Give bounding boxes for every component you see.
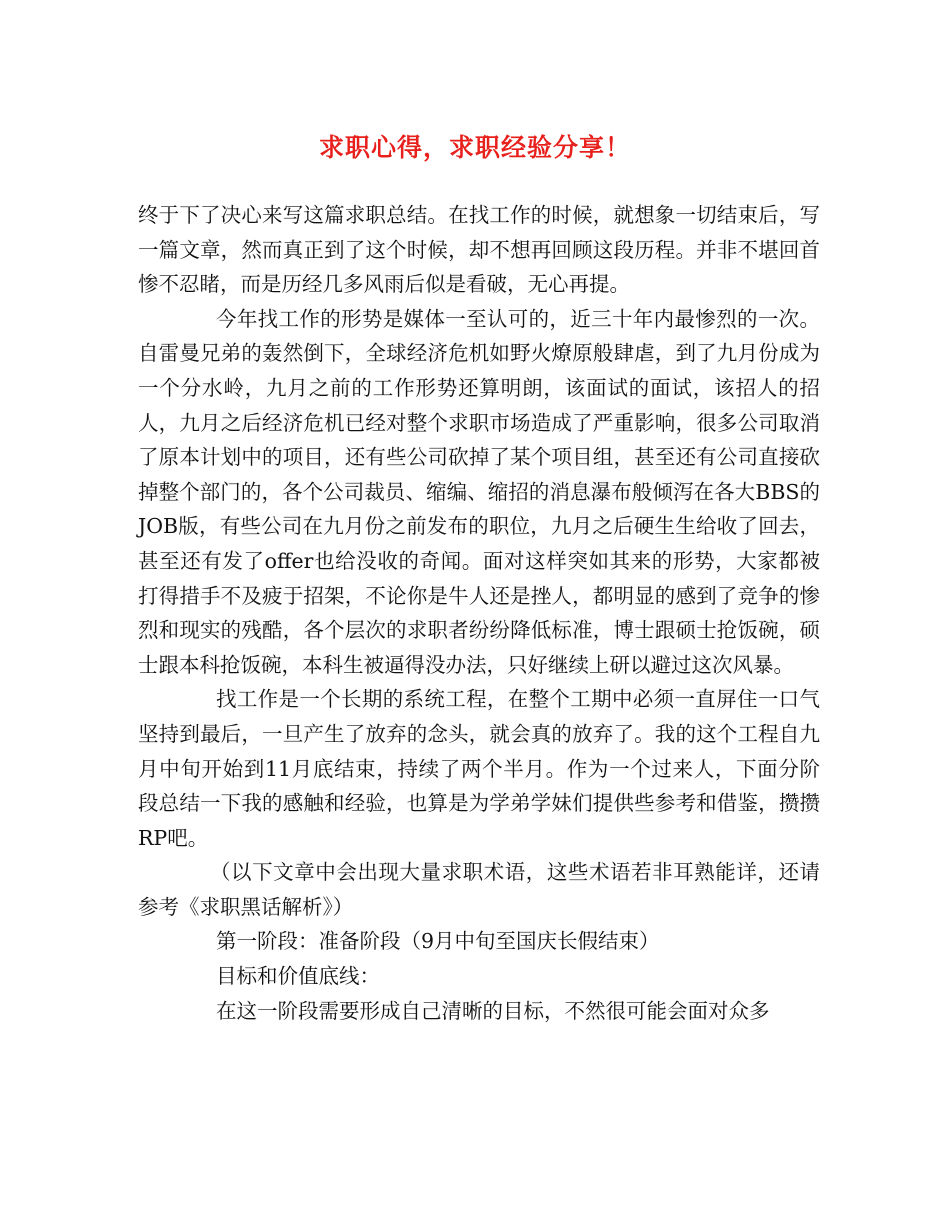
paragraph-job-market: 今年找工作的形势是媒体一至认可的，近三十年内最惨烈的一次。自雷曼兄弟的轰然倒下，全球经济危机如野火燎原般肆虐，到了九月份成为一个分水岭，九月之前的工作形势还算明朗，该面试的面试，该招人的招人，九月之后经济危机已经对整个求职市场造成了严重影响，很多公司取消了原本计划中的项目，还有些公司砍掉了某个项目组，甚至还有公司直接砍掉整个部门的，各个公司裁员、缩编、缩招的消息瀑布般倾泻在各大BBS的JOB版，有些公司在九月份之前发布的职位，九月之后硬生生给收了回去，甚至还有发了offer也给没收的奇闻。面对这样突如其来的形势，大家都被打得措手不及疲于招架，不论你是牛人还是挫人，都明显的感到了竞争的惨烈和现实的残酷，各个层次的求职者纷纷降低标准，博士跟硕士抢饭碗，硕士跟本科抢饭碗，本科生被逼得没办法，只好继续上研以避过这次风暴。	[138, 306, 820, 677]
subheading-goals: 目标和价值底线：	[216, 964, 380, 989]
paragraph-system-project: 找工作是一个长期的系统工程，在整个工期中必须一直屏住一口气坚持到最后，一旦产生了放弃的念头，就会真的放弃了。我的这个工程自九月中旬开始到11月底结束，持续了两个半月。作为一个过来人，下面分阶段总结一下我的感触和经验，也算是为学弟学妹们提供些参考和借鉴，攒攒RP吧。	[138, 687, 820, 850]
section-heading-stage-one: 第一阶段：准备阶段（9月中旬至国庆长假结束）	[216, 929, 660, 954]
paragraph-intro: 终于下了决心来写这篇求职总结。在找工作的时候，就想象一切结束后，写一篇文章，然而真正到了这个时候，却不想再回顾这段历程。并非不堪回首惨不忍睹，而是历经几多风雨后似是看破，无心再提。	[138, 203, 820, 297]
document-title: 求职心得，求职经验分享！	[318, 133, 631, 162]
document-body	[138, 198, 820, 1028]
paragraph-goals-start: 在这一阶段需要形成自己清晰的目标，不然很可能会面对众多	[216, 998, 770, 1023]
paragraph-terminology-note: （以下文章中会出现大量求职术语，这些术语若非耳熟能详，还请参考《求职黑话解析》）	[138, 860, 820, 919]
